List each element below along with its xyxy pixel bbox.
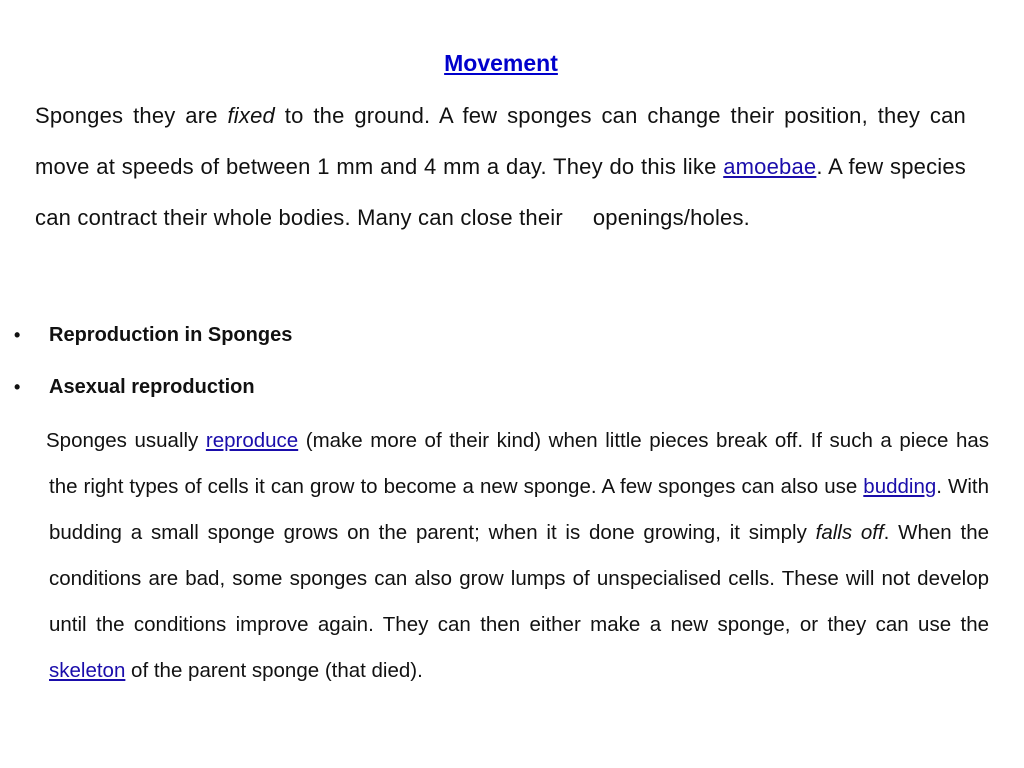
movement-text-2: to the ground. A few sponges can change their position, they can move at speeds of between 1 mm and 4 mm a day. They do this like — [35, 103, 966, 179]
movement-paragraph — [35, 90, 966, 243]
bullet-icon: • — [14, 377, 21, 397]
movement-text-1: Sponges they are — [35, 103, 228, 128]
bullet-heading-reproduction: Reproduction in Sponges — [49, 324, 293, 346]
movement-text-4: openings/holes. — [592, 205, 750, 230]
bullet-item-asexual — [0, 367, 1000, 419]
movement-text-3: . A few species can contract their whole bodies. Many can close their — [35, 154, 966, 230]
asexual-text-1: Sponges usually — [46, 429, 206, 452]
bullet-icon: • — [14, 325, 21, 345]
asexual-text-3: . With budding a small sponge grows on the parent; when it is done growing, it simply — [49, 475, 989, 544]
budding-link[interactable]: budding — [863, 475, 937, 498]
reproduce-link[interactable]: reproduce — [205, 429, 299, 452]
amoebae-link[interactable]: amoebae — [723, 154, 817, 179]
bullet-item-reproduction — [0, 315, 1000, 367]
bullet-list — [0, 315, 1000, 419]
asexual-paragraph — [46, 418, 989, 694]
asexual-text-5: of the parent sponge (that died). — [125, 659, 423, 682]
falls-off-emphasis: falls off — [815, 521, 884, 544]
fixed-emphasis: fixed — [227, 103, 275, 128]
skeleton-link[interactable]: skeleton — [49, 659, 126, 682]
asexual-text-4: . When the conditions are bad, some sponges can also grow lumps of unspecialised cells. These will not develop until the conditions improve again. They can then either make a new sponge, or they can use the — [49, 521, 989, 636]
bullet-heading-asexual: Asexual reproduction — [49, 376, 255, 398]
asexual-text-2: (make more of their kind) when little pieces break off. If such a piece has the right types of cells it can grow to become a new sponge. A few sponges can also use — [49, 429, 989, 498]
page-title[interactable]: Movement — [444, 50, 558, 76]
